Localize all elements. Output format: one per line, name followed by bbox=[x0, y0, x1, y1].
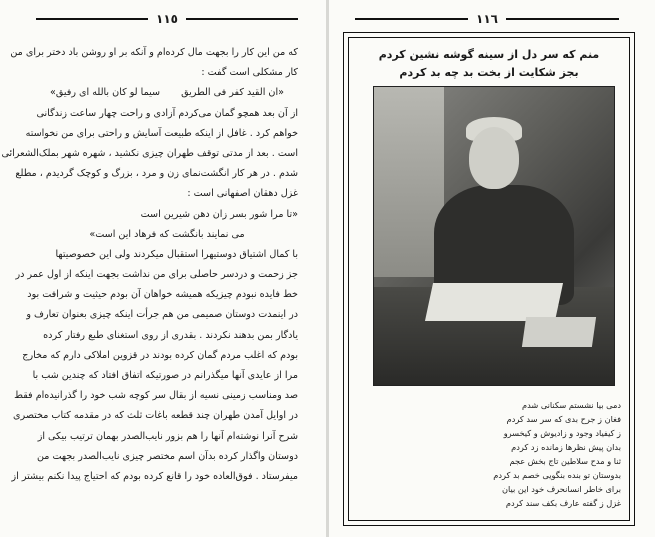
text-line: غزل دهقان اصفهانی است : bbox=[187, 188, 298, 200]
header-rule bbox=[36, 18, 148, 20]
text-line: شدم . در هر کار انگشت‌نمای زن و مرد ، بزرگ و کوچک گردیدم ، مطلع bbox=[15, 168, 298, 180]
poem-line: ثنا و مدح سلاطین تاج بخش عجم bbox=[509, 456, 621, 466]
poem-line: بدان پیش نظرها زمانده زد کردم bbox=[511, 442, 621, 452]
poem-line: می نمایند بانگشت که فرهاد این است» bbox=[89, 228, 245, 240]
text-line: دوستان واگذار کرده بدآن اسم مختصر چیزی نایب‌الصدر بجهت من bbox=[37, 450, 298, 462]
handwritten-poem bbox=[371, 398, 621, 510]
portrait-photo bbox=[373, 86, 615, 386]
text-line: کار مشکلی است گفت : bbox=[201, 67, 298, 79]
poem-line: فغان ز جرح بدی که سر سد کردم bbox=[506, 414, 621, 424]
header-rule bbox=[355, 18, 468, 20]
poem-line: ز کیفیاد وجود و زادیوش و کیخسرو bbox=[503, 428, 621, 438]
poem-line: غزل ز گفته عارف بکف سند کردم bbox=[505, 498, 621, 508]
text-line: از آن بعد همچو گمان می‌کردم آزادی و راحت چهار ساعت زندگانی bbox=[36, 107, 298, 119]
photo-figure-head bbox=[469, 127, 519, 189]
poem-line: «تا مرا شور بسر زان دهن شیرین است bbox=[140, 208, 298, 220]
photo-books bbox=[522, 317, 596, 347]
caption-line: منم که سر دل از سینه گوشه نشین کردم bbox=[378, 48, 600, 61]
poem-hemistich: سیما لو کان بالله ای رفیق» bbox=[50, 87, 161, 99]
left-page-number: ١١٥ bbox=[156, 12, 178, 26]
poem-line: بدوستان تو بنده بنگویی خصم بد کردم bbox=[493, 470, 621, 480]
text-line: است . بعد از مدتی توقف طهران چیزی نکشید ، شهره شهر بملک‌الشعرائی bbox=[1, 147, 298, 159]
poem-line bbox=[36, 83, 298, 103]
right-page-number: ١١٦ bbox=[476, 12, 498, 26]
text-line: که من این کار را بجهت مال کرده‌ام و آنکه بر او روشن باد دختر برای من bbox=[10, 47, 298, 58]
left-page bbox=[0, 0, 326, 537]
text-line: صد ومناسب زمینی نسیه از بقال سر کوچه شب خود را گذرانیده‌ام فقط bbox=[14, 390, 298, 402]
text-line: با کمال اشتیاق دوستیهرا استقبال میکردند ولی این خصوصیتها bbox=[55, 248, 298, 260]
plate-inner-border bbox=[348, 37, 630, 521]
text-line: شرح آنرا نوشته‌ام آنها را هم بزور نایب‌الصدر بهمان ترتیب بیکی از bbox=[37, 430, 298, 442]
right-page bbox=[329, 0, 655, 537]
text-line: خواهم کرد . غافل از اینکه طبیعت آسایش و راحتی برای من نخواسته bbox=[25, 127, 298, 139]
plate-caption bbox=[349, 46, 629, 82]
poem-hemistich: «ان القید کفر فی الطریق bbox=[181, 87, 284, 99]
header-rule bbox=[186, 18, 298, 20]
text-line: در اینمدت دوستان صمیمی من هم جرأت اینکه چیزی بعنوان تعارف و bbox=[26, 309, 298, 321]
text-line: میفرستاد . فوق‌العاده خود را قانع کرده بودم که احتیاج پیدا نکنم بیشتر از bbox=[11, 470, 298, 482]
plate-frame bbox=[343, 32, 635, 526]
right-page-header bbox=[355, 12, 619, 26]
text-line: خط فایده نبودم چیزیکه همیشه خواهان آن بودم حیثیت و شرافت بود bbox=[27, 289, 298, 301]
photo-papers bbox=[425, 283, 563, 321]
text-line: در اوایل آمدن طهران چند قطعه باغات ثلث که در مقدمه کتاب مختصری bbox=[13, 410, 298, 422]
header-rule bbox=[506, 18, 619, 20]
left-page-header bbox=[36, 12, 298, 26]
left-page-body bbox=[1, 43, 298, 487]
text-line: یادگار بمن بدهند نکردند . بقدری از روی استغنای طبع رفتار کرده bbox=[43, 329, 298, 341]
poem-line: برای خاطر انسانحرف خود این بیان bbox=[502, 484, 621, 494]
caption-line: بجز شکایت از بخت بد چه بد کردم bbox=[399, 66, 579, 79]
poem-line: دمی بیا نشستم سکنانی شدم bbox=[522, 400, 621, 410]
text-line: بودم که اغلب مردم گمان کرده بودند در قزوین املاکی دارم که مخارج bbox=[22, 349, 298, 361]
text-line: جز زحمت و دردسر حاصلی برای من نداشت بجهت اینکه از اول عمر در bbox=[15, 269, 298, 281]
text-line: مرا از عایدی آنها میگذرانم در صورتیکه اتفاق افتاد که چندین شب با bbox=[32, 370, 298, 381]
